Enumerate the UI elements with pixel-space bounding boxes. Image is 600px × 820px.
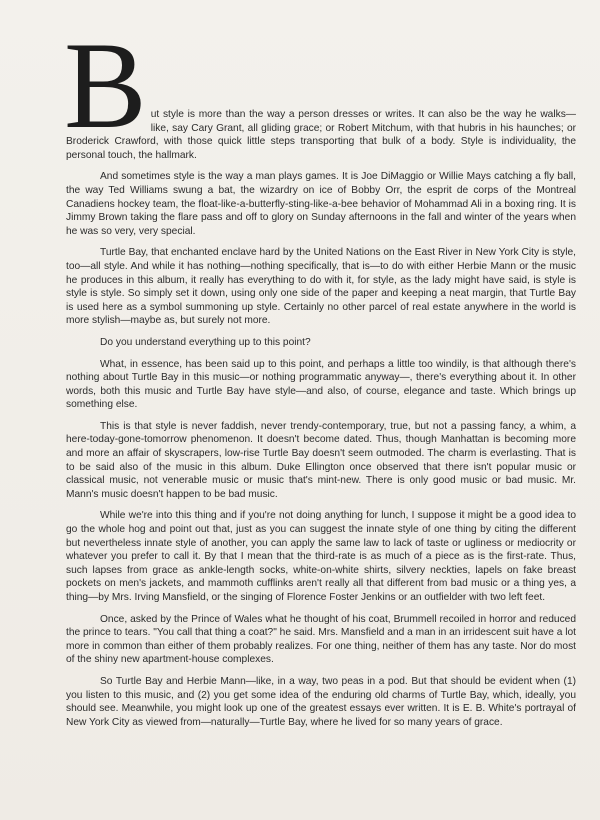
paragraph-4: Do you understand everything up to this point? <box>100 336 311 348</box>
paragraph-6: This is that style is never faddish, never trendy-contemporary, true, but not a passing fancy, a whim, a here-today-gone-tomorrow phenomenon. It doesn't become dated. Thus, though Manhattan is becoming more and more an affair of skyscrapers, low-rise Turtle Bay doesn't seem outmoded. The charm is everlasting. That is to be said also of the music in this album. Duke Ellington once observed that there isn't popular music or classical music, not venerable music or music that's mint-new. There is only good music or bad music. Mr. Mann's music doesn't happen to be bad music. <box>66 420 576 500</box>
drop-cap-letter: B <box>64 17 147 154</box>
paragraph-1: ut style is more than the way a person dresses or writes. It can also be the way he walks—like, say Cary Grant, all gliding grace; or Robert Mitchum, with that hubris in his haunches; or Broderick Crawford, with those quick little steps transporting that bulk of a body. Style is individuality, the personal touch, the hallmark. <box>66 109 576 161</box>
paragraph-3: Turtle Bay, that enchanted enclave hard by the United Nations on the East River in New York City is style, too—all style. And while it has nothing—nothing specifically, that is—to do with either Herbie Mann or the music he produces in this album, it really has everything to do with it, for style, as the lady might have said, is style is style is style. So simply set it down, using only one side of the paper and keeping a neat margin, that Turtle Bay is used here as a symbol summoning up style. Certainly no other parcel of real estate anywhere in the world is more stylish—maybe as, but surely not more. <box>66 247 576 327</box>
paragraph-7: While we're into this thing and if you're not doing anything for lunch, I suppose it might be a good idea to go the whole hog and point out that, just as you can suggest the innate style of one thing by citing the different but nevertheless innate style of another, you can apply the same law to lack of taste or ugliness or mediocrity or whatever you prefer to call it. By that I mean that the third-rate is as much of a piece as is the first-rate. Thus, such lapses from grace as ankle-length socks, white-on-white shirts, silvery neckties, lapels on fake breast pockets on men's jackets, and mammoth cufflinks aren't really all that different from bad music or a thing yes, a thing—by Mrs. Irving Mansfield, or the singing of Florence Foster Jenkins or an outfielder with two left feet. <box>66 510 576 603</box>
paragraph-9: So Turtle Bay and Herbie Mann—like, in a way, two peas in a pod. But that should be evident when (1) you listen to this music, and (2) you get some idea of the enduring old charms of Turtle Bay, which, ideally, you should see. Meanwhile, you might look up one of the greatest essays ever written. It is E. B. White's portrayal of New York City as viewed from—naturally—Turtle Bay, where he lived for so many years of grace. <box>66 675 576 728</box>
essay-text <box>64 17 576 729</box>
paragraph-5: What, in essence, has been said up to this point, and perhaps a little too windily, is that although there's nothing about Turtle Bay in this music—or nothing programmatic anyway—, there's everything about it. In other words, both this music and Turtle Bay have style—and also, of course, elegance and taste. Which brings up something else. <box>66 358 576 411</box>
paragraph-2: And sometimes style is the way a man plays games. It is Joe DiMaggio or Willie Mays catching a fly ball, the way Ted Williams swung a bat, the wizardry on ice of Bobby Orr, the esprit de corps of the Montreal Canadiens hockey team, the float-like-a-butterfly-sting-like-a-bee behavior of Mohammad Ali in a boxing ring. It is Jimmy Brown taking the flare pass and off to glory on Sunday afternoons in the fall and winter of the years when he was so very, very special. <box>66 171 576 237</box>
paragraph-8: Once, asked by the Prince of Wales what he thought of his coat, Brummell recoiled in horror and reduced the prince to tears. "You call that thing a coat?" he said. Mrs. Mansfield and a man in an irridescent suit have a lot more in common than either of them probably realizes. For one thing, neither of them has any taste. Nor do most of the shiny new apartment-house complexes. <box>66 613 576 666</box>
